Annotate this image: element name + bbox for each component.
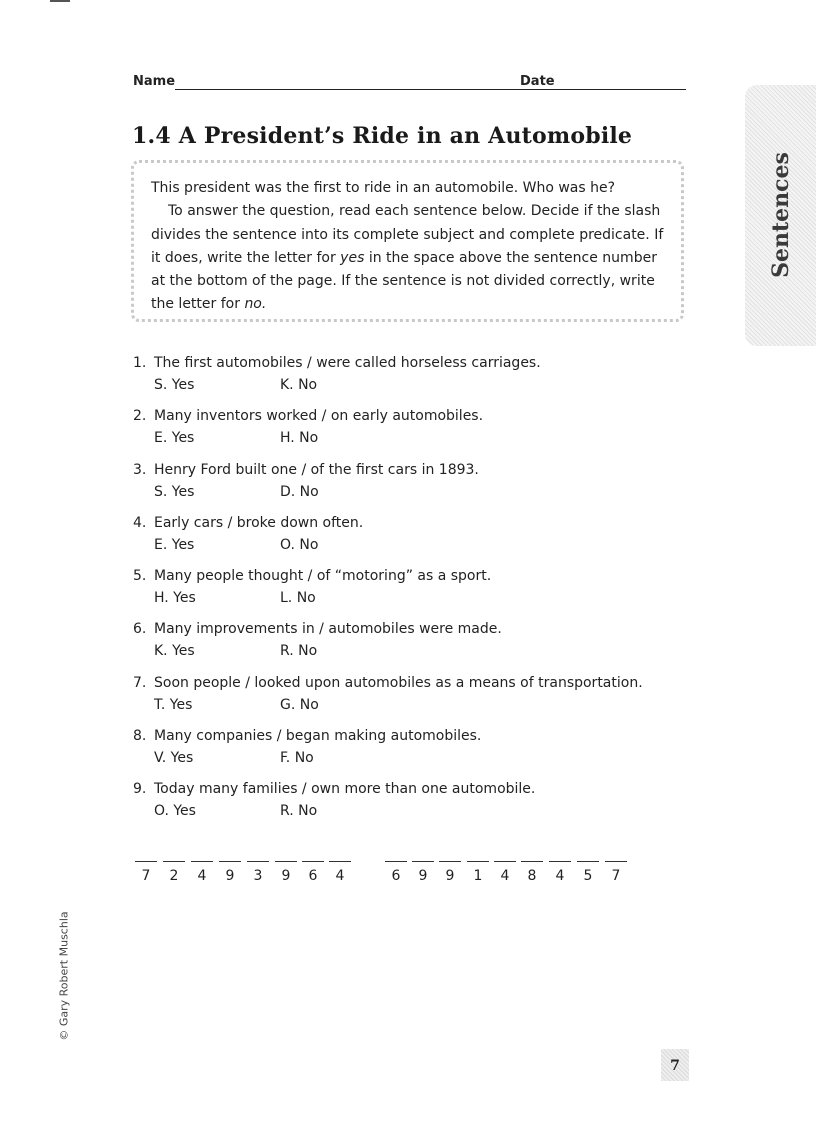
question-item xyxy=(133,405,713,458)
question-sentence: Many companies / began making automobiles. xyxy=(154,728,482,745)
answer-slot[interactable] xyxy=(467,851,489,885)
answer-blank[interactable] xyxy=(521,861,543,862)
question-number: 8. xyxy=(133,728,147,745)
answer-slot[interactable] xyxy=(163,851,185,885)
answer-slot[interactable] xyxy=(385,851,407,885)
answer-slot[interactable] xyxy=(302,851,324,885)
option-yes: S. Yes xyxy=(154,377,195,393)
section-tab xyxy=(745,85,816,346)
question-sentence: Today many families / own more than one automobile. xyxy=(154,781,536,798)
answer-digit: 9 xyxy=(281,868,291,884)
answer-digit: 7 xyxy=(141,868,151,884)
option-yes: E. Yes xyxy=(154,536,195,553)
intro-question: This president was the first to ride in an automobile. Who was he? xyxy=(151,180,616,196)
question-item xyxy=(133,565,713,618)
option-yes: O. Yes xyxy=(154,803,196,820)
question-number: 7. xyxy=(133,674,147,691)
name-label: Name xyxy=(133,74,176,89)
option-no: H. No xyxy=(280,430,319,447)
answer-digit: 8 xyxy=(527,868,537,884)
instructions-text xyxy=(151,177,667,317)
answer-key xyxy=(0,851,816,891)
question-number: 5. xyxy=(133,568,147,585)
option-yes: S. Yes xyxy=(154,483,195,500)
question-sentence: The first automobiles / were called horseless carriages. xyxy=(154,355,541,371)
page-title: 1.4 A President’s Ride in an Automobile xyxy=(132,123,633,149)
answer-slot[interactable] xyxy=(521,851,543,885)
answer-blank[interactable] xyxy=(494,861,516,862)
question-number: 4. xyxy=(133,514,147,531)
question-sentence: Henry Ford built one / of the first cars in 1893. xyxy=(154,461,479,478)
question-sentence: Soon people / looked upon automobiles as a means of transportation. xyxy=(154,674,643,691)
answer-digit: 9 xyxy=(445,868,455,884)
answer-blank[interactable] xyxy=(329,861,351,862)
option-no: D. No xyxy=(280,483,319,500)
question-item xyxy=(133,512,713,565)
question-number: 2. xyxy=(133,408,147,425)
answer-digit: 4 xyxy=(335,868,345,884)
answer-blank[interactable] xyxy=(412,861,434,862)
answer-digit: 2 xyxy=(169,868,179,884)
answer-blank[interactable] xyxy=(191,861,213,862)
option-yes: H. Yes xyxy=(154,590,196,607)
question-number: 3. xyxy=(133,461,147,478)
answer-slot[interactable] xyxy=(329,851,351,885)
answer-blank[interactable] xyxy=(135,861,157,862)
question-sentence: Many people thought / of “motoring” as a sport. xyxy=(154,568,492,585)
page-number: 7 xyxy=(661,1049,689,1081)
option-yes: T. Yes xyxy=(154,696,193,713)
question-item xyxy=(133,459,713,512)
option-no: O. No xyxy=(280,536,319,553)
answer-digit: 4 xyxy=(555,868,565,884)
answer-blank[interactable] xyxy=(219,861,241,862)
question-item xyxy=(133,725,713,778)
question-number: 1. xyxy=(133,355,147,371)
copyright-notice: © Gary Robert Muschla xyxy=(57,911,71,1041)
option-no: R. No xyxy=(280,803,318,820)
answer-slot[interactable] xyxy=(549,851,571,885)
question-item xyxy=(133,618,713,671)
answer-digit: 5 xyxy=(583,868,593,884)
option-no: K. No xyxy=(280,377,318,393)
answer-blank[interactable] xyxy=(163,861,185,862)
question-item xyxy=(133,778,713,831)
answer-blank[interactable] xyxy=(247,861,269,862)
answer-blank[interactable] xyxy=(467,861,489,862)
answer-blank[interactable] xyxy=(439,861,461,862)
date-label: Date xyxy=(520,74,555,89)
option-no: F. No xyxy=(280,750,314,767)
answer-blank[interactable] xyxy=(549,861,571,862)
answer-slot[interactable] xyxy=(494,851,516,885)
option-yes: E. Yes xyxy=(154,430,195,447)
answer-digit: 6 xyxy=(308,868,318,884)
crop-mark xyxy=(50,0,70,2)
question-item xyxy=(133,672,713,725)
answer-digit: 9 xyxy=(225,868,235,884)
name-date-row xyxy=(133,74,686,94)
option-no: L. No xyxy=(280,590,316,607)
no-word: no. xyxy=(244,296,267,313)
instructions-box xyxy=(131,160,684,322)
answer-blank[interactable] xyxy=(302,861,324,862)
answer-blank[interactable] xyxy=(605,861,627,862)
answer-digit: 6 xyxy=(391,868,401,884)
answer-blank[interactable] xyxy=(385,861,407,862)
answer-blank[interactable] xyxy=(577,861,599,862)
intro-instructions xyxy=(151,200,667,316)
answer-slot[interactable] xyxy=(439,851,461,885)
answer-digit: 9 xyxy=(418,868,428,884)
option-yes: K. Yes xyxy=(154,643,195,660)
answer-slot[interactable] xyxy=(275,851,297,885)
answer-slot[interactable] xyxy=(605,851,627,885)
option-yes: V. Yes xyxy=(154,750,194,767)
answer-slot[interactable] xyxy=(219,851,241,885)
date-line xyxy=(554,89,686,90)
question-sentence: Early cars / broke down often. xyxy=(154,514,364,531)
question-sentence: Many improvements in / automobiles were made. xyxy=(154,621,502,638)
instructions-part1: To answer the question, read each sentence below. Decide if the slash divides the sentence into its complete subject and complete predicate. If it does, write the letter for xyxy=(151,203,664,266)
answer-slot[interactable] xyxy=(577,851,599,885)
answer-blank[interactable] xyxy=(275,861,297,862)
answer-digit: 1 xyxy=(473,868,483,884)
instructions-part2: in the space above the sentence number at the bottom of the page. If the sentence is not divided correctly, write the letter for xyxy=(151,249,657,313)
question-list xyxy=(133,352,713,832)
question-item xyxy=(133,352,713,405)
question-number: 9. xyxy=(133,781,147,798)
question-sentence: Many inventors worked / on early automobiles. xyxy=(154,408,484,425)
section-tab-label: Sentences xyxy=(768,152,794,278)
option-no: R. No xyxy=(280,643,318,660)
answer-digit: 7 xyxy=(611,868,621,884)
answer-digit: 3 xyxy=(253,868,263,884)
answer-slot[interactable] xyxy=(135,851,157,885)
answer-digit: 4 xyxy=(197,868,207,884)
option-no: G. No xyxy=(280,696,319,713)
yes-word: yes xyxy=(340,249,365,266)
answer-slot[interactable] xyxy=(247,851,269,885)
answer-slot[interactable] xyxy=(412,851,434,885)
answer-digit: 4 xyxy=(500,868,510,884)
answer-slot[interactable] xyxy=(191,851,213,885)
question-number: 6. xyxy=(133,621,147,638)
